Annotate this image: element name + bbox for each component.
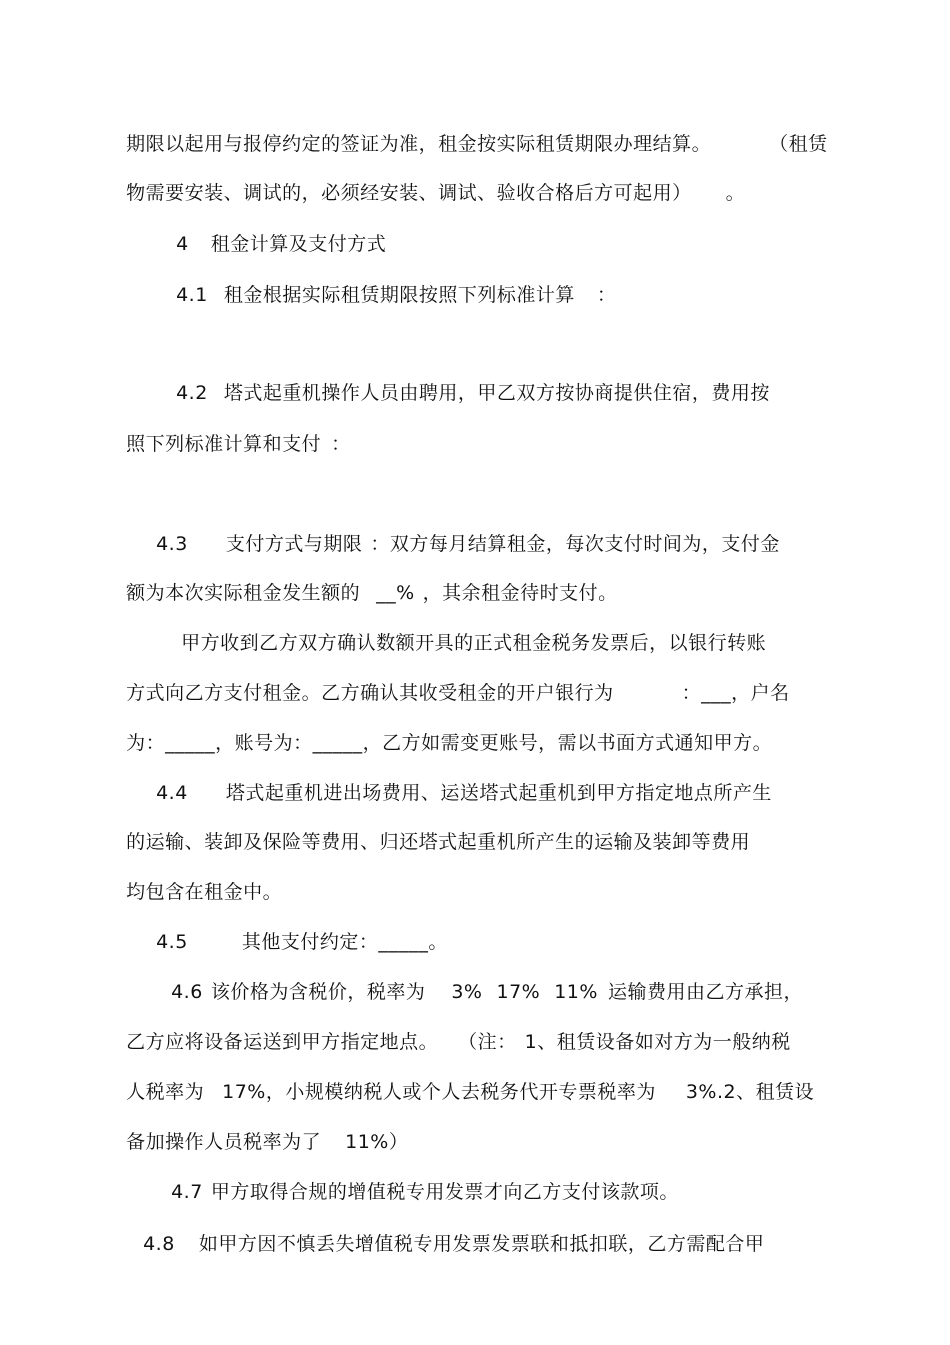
text-segment: ，其余租金待时支付。	[422, 582, 618, 604]
clause-number: 4.8	[143, 1233, 175, 1255]
text-segment: 人税率为	[126, 1081, 205, 1103]
clause-4-4	[143, 754, 772, 806]
text-segment: ：	[596, 284, 617, 306]
text-segment: ：双方每月结算租金，每次支付时间为，支付金	[370, 533, 780, 555]
text-segment: 甲方收到乙方双方确认数额开具的正式租金税务发票后，以银行转账	[181, 632, 767, 654]
text-segment: （租赁	[769, 133, 828, 155]
bank-blank: ___	[701, 682, 732, 704]
text-segment: 塔式起重机进出场费用、运送塔式起重机到甲方指定地点所产生	[225, 782, 772, 804]
text-segment: （注：	[458, 1031, 517, 1053]
text-segment: 租金根据实际租赁期限按照下列标准计算	[223, 284, 575, 306]
clause-number: 4.4	[156, 782, 188, 804]
text-line-14	[113, 853, 282, 905]
text-segment: 额为本次实际租金发生额的	[126, 582, 361, 604]
percent-blank: __%	[376, 582, 415, 604]
clause-number: 4.2	[176, 382, 208, 404]
text-segment: 3%.2、租赁设	[685, 1081, 815, 1103]
clause-4-3	[143, 505, 780, 557]
clause-4-2	[163, 354, 770, 406]
text-line-2	[113, 154, 745, 206]
text-line-1	[113, 105, 828, 157]
clause-number: 4.3	[156, 533, 188, 555]
text-segment: 均包含在租金中。	[126, 881, 283, 903]
text-line-18	[113, 1053, 814, 1105]
section-title: 租金计算及支付方式	[210, 233, 387, 255]
text-line-11	[113, 704, 772, 756]
text-segment: 照下列标准计算和支付	[126, 433, 322, 455]
clause-4-8	[130, 1205, 764, 1257]
clause-number: 4.1	[176, 284, 208, 306]
text-line-8	[113, 554, 618, 606]
clause-number: 4.6	[171, 981, 203, 1003]
account-name-blank: _____	[165, 732, 216, 754]
clause-4-5	[143, 903, 448, 955]
clause-4-6	[158, 953, 803, 1005]
tax-rate: 11%	[554, 981, 598, 1003]
text-segment: 方式向乙方支付租金。乙方确认其收受租金的开户银行为	[126, 682, 614, 704]
text-segment: 支付方式与期限	[225, 533, 363, 555]
text-segment: 如甲方因不慎丢失增值税专用发票发票联和抵扣联，乙方需配合甲	[198, 1233, 765, 1255]
text-segment: 备加操作人员税率为了	[126, 1131, 322, 1153]
text-segment: 11%）	[345, 1131, 409, 1153]
text-segment: 乙方应将设备运送到甲方指定地点。	[126, 1031, 439, 1053]
text-segment: 为：	[126, 732, 166, 754]
clause-number: 4.5	[156, 931, 188, 953]
text-segment: 该价格为含税价，税率为	[210, 981, 426, 1003]
text-segment: 运输费用由乙方承担，	[607, 981, 803, 1003]
text-line-19	[113, 1103, 408, 1155]
text-segment: 1、租赁设备如对方为一般纳税	[524, 1031, 791, 1053]
text-segment: ，户名	[731, 682, 790, 704]
tax-rate: 17%	[496, 981, 541, 1003]
text-line-17	[113, 1003, 791, 1055]
text-line-9	[168, 604, 766, 656]
section-heading-4	[163, 205, 386, 257]
text-segment: 17%，小规模纳税人或个人去税务代开专票税率为	[222, 1081, 656, 1103]
text-segment: 甲方取得合规的增值税专用发票才向乙方支付该款项。	[210, 1181, 679, 1203]
text-segment: ，账号为：	[215, 732, 313, 754]
clause-4-1	[163, 256, 616, 308]
clause-4-7	[158, 1153, 679, 1205]
text-segment: 塔式起重机操作人员由聘用，甲乙双方按协商提供住宿，费用按	[223, 382, 770, 404]
text-segment: ：	[331, 433, 351, 455]
text-segment: 期限以起用与报停约定的签证为准，租金按实际租赁期限办理结算。	[126, 133, 712, 155]
text-segment: 。	[725, 182, 746, 204]
text-segment: 的运输、装卸及保险等费用、归还塔式起重机所产生的运输及装卸等费用	[126, 831, 751, 853]
text-segment: 物需要安装、调试的，必须经安装、调试、验收合格后方可起用）	[126, 182, 692, 204]
text-segment: 其他支付约定：	[241, 931, 379, 953]
tax-rate: 3%	[451, 981, 483, 1003]
text-line-6	[113, 405, 351, 457]
other-payment-blank: _____。	[378, 931, 448, 953]
clause-number: 4.7	[171, 1181, 203, 1203]
section-number: 4	[176, 233, 189, 255]
text-segment: ：	[681, 682, 702, 704]
text-line-13	[113, 803, 750, 855]
text-segment: ，乙方如需变更账号，需以书面方式通知甲方。	[362, 732, 773, 754]
account-number-blank: _____	[312, 732, 363, 754]
text-line-10	[113, 654, 790, 706]
